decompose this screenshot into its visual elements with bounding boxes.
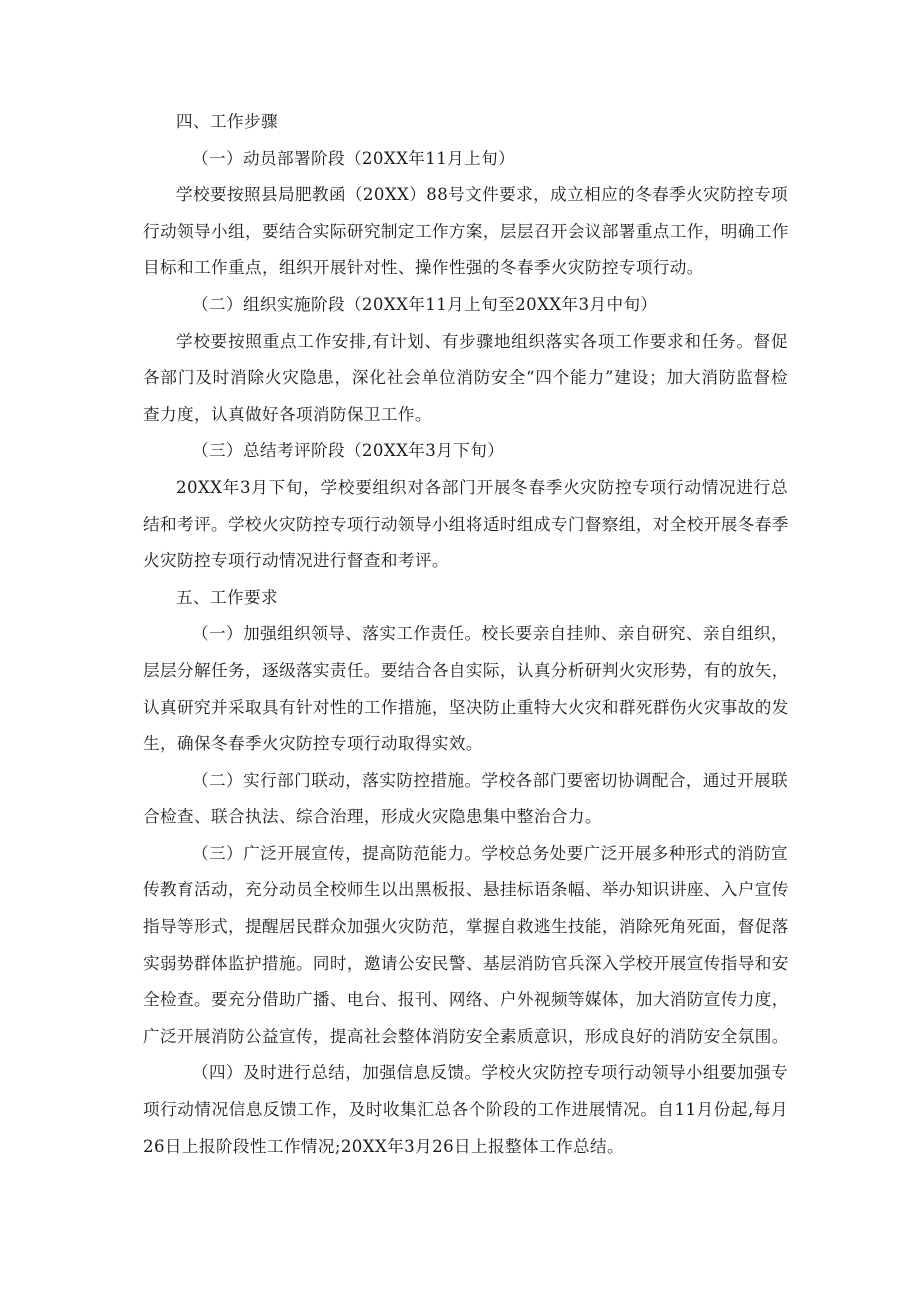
text-line: 实弱势群体监护措施。同时，邀请公安民警、基层消防官兵深入学校开展宣传指导和安 <box>143 953 789 973</box>
text-line: （一）加强组织领导、落实工作责任。校长要亲自挂帅、亲自研究、亲自组织， <box>192 624 788 644</box>
text-line: 26日上报阶段性工作情况;20XX年3月26日上报整体工作总结。 <box>143 1136 624 1156</box>
text-line: 结和考评。学校火灾防控专项行动领导小组将适时组成专门督察组，对全校开展冬春季 <box>143 514 789 534</box>
text-line: 查力度，认真做好各项消防保卫工作。 <box>143 404 432 424</box>
text-line: 认真研究并采取具有针对性的工作措施，坚决防止重特大火灾和群死群伤火灾事故的发 <box>143 697 789 717</box>
text-line: 火灾防控专项行动情况进行督查和考评。 <box>143 551 449 571</box>
document-body <box>143 104 788 1165</box>
text-line: （三）总结考评阶段（20XX年3月下旬） <box>192 441 505 461</box>
text-line: 广泛开展消防公益宣传，提高社会整体消防安全素质意识，形成良好的消防安全氛围。 <box>143 1026 789 1046</box>
text-line: 合检查、联合执法、综合治理，形成火灾隐患集中整治合力。 <box>143 807 602 827</box>
text-line: 指导等形式，提醒居民群众加强火灾防范，掌握自救逃生技能，消除死角死面，督促落 <box>143 917 789 937</box>
text-line: 四、工作步骤 <box>176 112 278 131</box>
text-line: 项行动情况信息反馈工作，及时收集汇总各个阶段的工作进展情况。自11月份起,每月 <box>143 1100 788 1120</box>
text-line: 学校要按照重点工作安排,有计划、有步骤地组织落实各项工作要求和任务。督促 <box>176 331 788 351</box>
text-line: 五、工作要求 <box>176 587 278 607</box>
text-line: 生，确保冬春季火灾防控专项行动取得实效。 <box>143 734 483 754</box>
text-line: （四）及时进行总结，加强信息反馈。学校火灾防控专项行动领导小组要加强专 <box>192 1063 788 1083</box>
text-line: （三）广泛开展宣传，提高防范能力。学校总务处要广泛开展多种形式的消防宣 <box>192 843 788 863</box>
text-line: 学校要按照县局肥教函（20XX）88号文件要求，成立相应的冬春季火灾防控专项 <box>176 185 789 205</box>
text-line: （二）组织实施阶段（20XX年11月上旬至20XX年3月中旬） <box>192 294 658 314</box>
text-line: （一）动员部署阶段（20XX年11月上旬） <box>192 148 516 168</box>
text-line: 目标和工作重点，组织开展针对性、操作性强的冬春季火灾防控专项行动。 <box>143 258 704 278</box>
text-line: 层层分解任务，逐级落实责任。要结合各自实际，认真分析研判火灾形势，有的放矢， <box>143 660 789 680</box>
text-line: 全检查。要充分借助广播、电台、报刊、网络、户外视频等媒体，加大消防宣传力度， <box>143 990 789 1010</box>
text-line: 各部门及时消除火灾隐患，深化社会单位消防安全“四个能力”建设；加大消防监督检 <box>143 368 788 388</box>
text-line: 20XX年3月下旬，学校要组织对各部门开展冬春季火灾防控专项行动情况进行总 <box>176 477 788 497</box>
text-line: （二）实行部门联动，落实防控措施。学校各部门要密切协调配合，通过开展联 <box>192 770 788 790</box>
text-line: 行动领导小组，要结合实际研究制定工作方案，层层召开会议部署重点工作，明确工作 <box>143 221 789 241</box>
text-line: 传教育活动，充分动员全校师生以出黑板报、悬挂标语条幅、举办知识讲座、入户宣传 <box>143 880 789 900</box>
